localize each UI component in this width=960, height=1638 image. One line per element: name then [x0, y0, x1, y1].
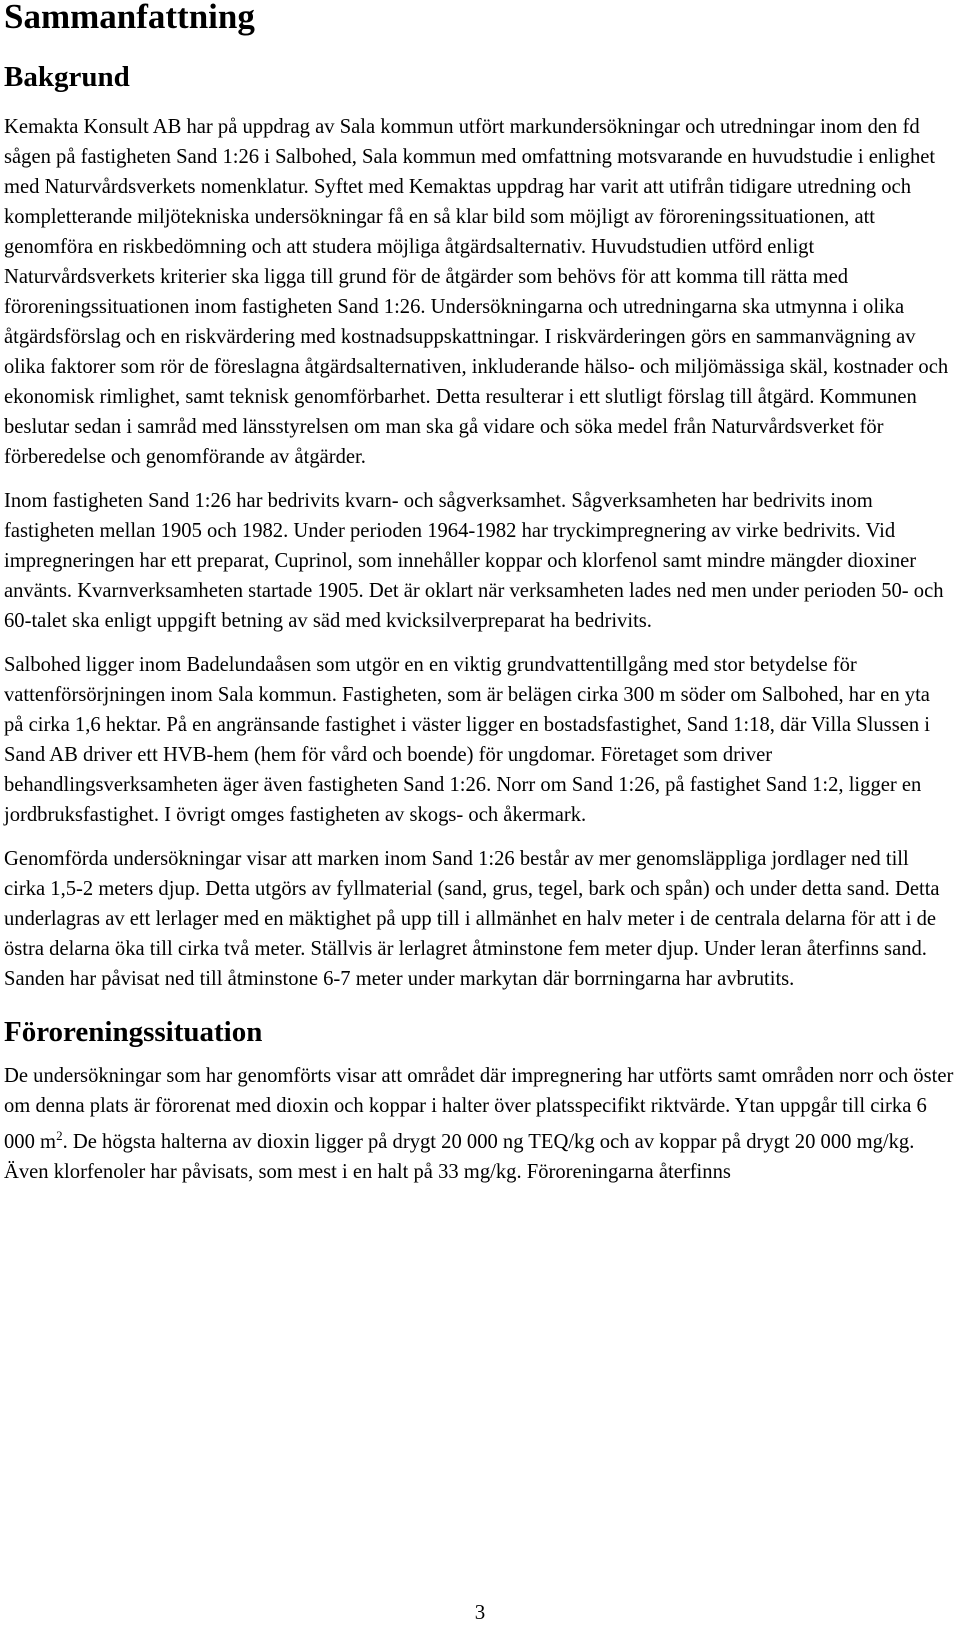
section-heading-fororeningssituation: Föroreningssituation [4, 1016, 263, 1048]
paragraph-bakgrund-4: Genomförda undersökningar visar att marken inom Sand 1:26 består av mer genomsläppliga jordlager ned till cirka 1,5-2 meters djup. Detta utgörs av fyllmaterial (sand, grus, tegel, bark och spån) och under detta sand. Detta underlagras av ett lerlager med en mäktighet på upp till i allmänhet en halv meter i de centrala delarna för att i de östra delarna öka till cirka två meter. Ställvis är lerlagret åtminstone fem meter djup. Under leran återfinns sand. Sanden har påvisat ned till åtminstone 6-7 meter under markytan där borrningarna har avbrutits. [4, 848, 940, 990]
paragraph-text-before-superscript: De undersökningar som har genomförts visar att området där impregnering har utförts samt områden norr och öster om denna plats är förorenat med dioxin och koppar i halter över platsspecifikt riktvärde. Ytan uppgår till cirka 6 000 m [4, 1065, 954, 1153]
page-title: Sammanfattning [4, 0, 255, 36]
area-unit-superscript: 2 [56, 1128, 63, 1143]
paragraph-text-after-superscript: . De högsta halterna av dioxin ligger på drygt 20 000 ng TEQ/kg och av koppar på drygt 20 000 mg/kg. Även klorfenoler har påvisats, som mest i en halt på 33 mg/kg. Föroreningarna återfinns [4, 1130, 915, 1183]
document-page [4, 0, 954, 1187]
page-number: 3 [474, 1600, 486, 1624]
section-heading-bakgrund: Bakgrund [4, 61, 130, 93]
paragraph-fororeningssituation [4, 1061, 954, 1187]
paragraph-bakgrund-3: Salbohed ligger inom Badelundaåsen som utgör en en viktig grundvattentillgång med stor betydelse för vattenförsörjningen inom Sala kommun. Fastigheten, som är belägen cirka 300 m söder om Salbohed, har en yta på cirka 1,6 hektar. På en angränsande fastighet i väster ligger en bostadsfastighet, Sand 1:18, där Villa Slussen i Sand AB driver ett HVB-hem (hem för vård och boende) för ungdomar. Företaget som driver behandlingsverksamheten äger även fastigheten Sand 1:26. Norr om Sand 1:26, på fastighet Sand 1:2, ligger en jordbruksfastighet. I övrigt omges fastigheten av skogs- och åkermark. [4, 654, 931, 826]
paragraph-bakgrund-2: Inom fastigheten Sand 1:26 har bedrivits kvarn- och sågverksamhet. Sågverksamheten har bedrivits inom fastigheten mellan 1905 och 1982. Under perioden 1964-1982 har tryckimpregnering av virke bedrivits. Vid impregneringen har ett preparat, Cuprinol, som innehåller koppar och klorfenol samt mindre mängder dioxiner använts. Kvarnverksamheten startade 1905. Det är oklart när verksamheten lades ned men under perioden 50- och 60-talet ska enligt uppgift betning av säd med kvicksilverpreparat ha bedrivits. [4, 490, 944, 632]
paragraph-bakgrund-1: Kemakta Konsult AB har på uppdrag av Sala kommun utfört markundersökningar och utredningar inom den fd sågen på fastigheten Sand 1:26 i Salbohed, Sala kommun med omfattning motsvarande en huvudstudie i enlighet med Naturvårdsverkets nomenklatur. Syftet med Kemaktas uppdrag har varit att utifrån tidigare utredning och kompletterande miljötekniska undersökningar få en så klar bild som möjligt av föroreningssituationen, att genomföra en riskbedömning och att studera möjliga åtgärdsalternativ. Huvudstudien utförd enligt Naturvårdsverkets kriterier ska ligga till grund för de åtgärder som behövs för att komma till rätta med föroreningssituationen inom fastigheten Sand 1:26. Undersökningarna och utredningarna ska utmynna i olika åtgärdsförslag och en riskvärdering med kostnadsuppskattningar. I riskvärderingen görs en sammanvägning av olika faktorer som rör de föreslagna åtgärdsalternativen, inkluderande hälso- och miljömässiga skäl, kostnader och ekonomisk rimlighet, samt teknisk genomförbarhet. Detta resulterar i ett slutligt förslag till åtgärd. Kommunen beslutar sedan i samråd med länsstyrelsen om man ska gå vidare och söka medel från Naturvårdsverket för förberedelse och genomförande av åtgärder. [4, 116, 949, 468]
